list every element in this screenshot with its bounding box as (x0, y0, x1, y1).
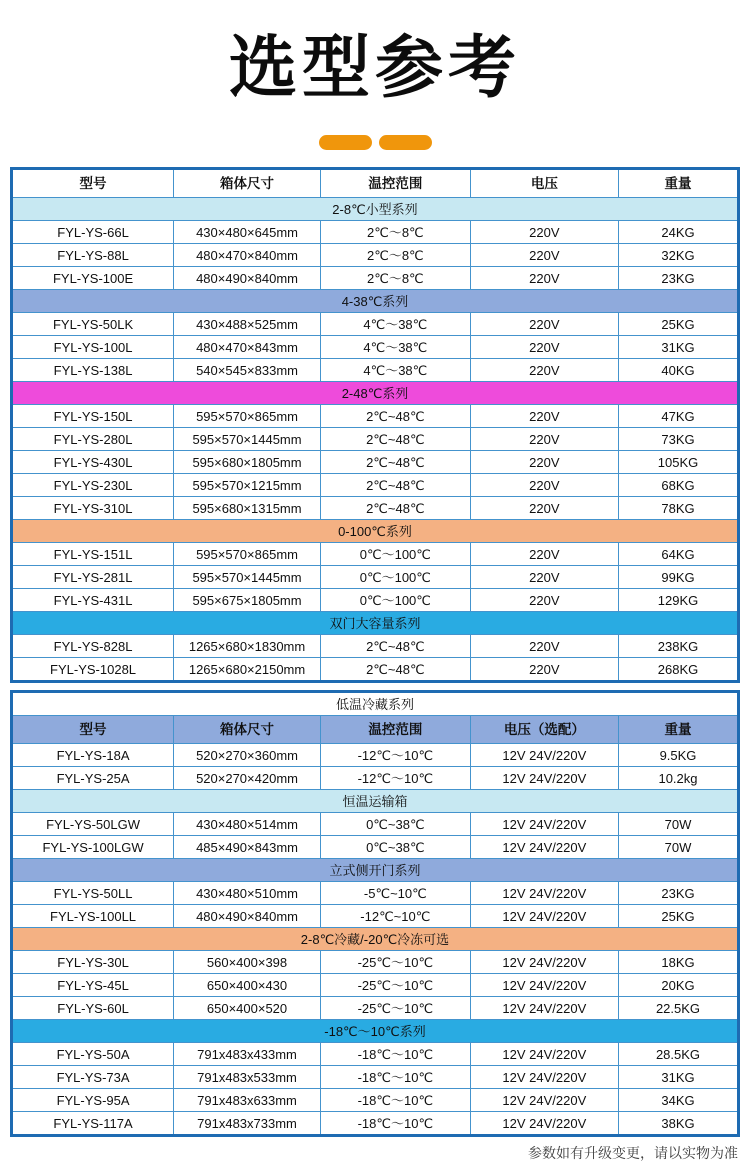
cell: 220V (470, 635, 618, 658)
column-header: 电压（选配） (470, 716, 618, 744)
cell: 12V 24V/220V (470, 974, 618, 997)
table-row (12, 336, 739, 359)
column-header: 型号 (12, 716, 174, 744)
cell: 430×488×525mm (174, 313, 321, 336)
cell: 24KG (619, 221, 739, 244)
cell: -25℃～10℃ (320, 974, 470, 997)
cell: FYL-YS-150L (12, 405, 174, 428)
cell: 268KG (619, 658, 739, 682)
cell: 0℃～100℃ (320, 543, 470, 566)
cell: 22.5KG (619, 997, 739, 1020)
cell: 12V 24V/220V (470, 951, 618, 974)
cell: 220V (470, 359, 618, 382)
cell: FYL-YS-50LGW (12, 813, 174, 836)
cell: 4℃～38℃ (320, 359, 470, 382)
cell: 540×545×833mm (174, 359, 321, 382)
cell: 12V 24V/220V (470, 1043, 618, 1066)
cell: 791x483x433mm (174, 1043, 321, 1066)
cell: 12V 24V/220V (470, 997, 618, 1020)
table-row (12, 767, 739, 790)
cell: 220V (470, 244, 618, 267)
cell: 12V 24V/220V (470, 767, 618, 790)
cell: 129KG (619, 589, 739, 612)
column-header: 温控范围 (320, 169, 470, 198)
cell: FYL-YS-50LL (12, 882, 174, 905)
cell: 220V (470, 313, 618, 336)
cell: 430×480×645mm (174, 221, 321, 244)
cell: FYL-YS-100LL (12, 905, 174, 928)
cell: 23KG (619, 882, 739, 905)
cell: 47KG (619, 405, 739, 428)
table-row (12, 905, 739, 928)
table-row (12, 405, 739, 428)
section-band: 立式侧开门系列 (12, 859, 739, 882)
cell: 68KG (619, 474, 739, 497)
section-band: 4-38℃系列 (12, 290, 739, 313)
cell: 2℃～8℃ (320, 244, 470, 267)
section-band: 0-100℃系列 (12, 520, 739, 543)
cell: -12℃~10℃ (320, 905, 470, 928)
cell: FYL-YS-431L (12, 589, 174, 612)
cell: 650×400×520 (174, 997, 321, 1020)
table-row (12, 813, 739, 836)
cell: 238KG (619, 635, 739, 658)
cell: -5℃~10℃ (320, 882, 470, 905)
cell: -18℃～10℃ (320, 1066, 470, 1089)
cell: 480×470×843mm (174, 336, 321, 359)
cell: 220V (470, 221, 618, 244)
cell: 25KG (619, 313, 739, 336)
cell: FYL-YS-430L (12, 451, 174, 474)
cell: FYL-YS-1028L (12, 658, 174, 682)
cell: FYL-YS-45L (12, 974, 174, 997)
cell: 28.5KG (619, 1043, 739, 1066)
cell: 220V (470, 428, 618, 451)
table-row (12, 497, 739, 520)
table-row (12, 359, 739, 382)
table-row (12, 882, 739, 905)
column-header: 电压 (470, 169, 618, 198)
section-band: 2-48℃系列 (12, 382, 739, 405)
cell: 560×400×398 (174, 951, 321, 974)
table-row (12, 1043, 739, 1066)
cell: 38KG (619, 1112, 739, 1136)
cell: -12℃～10℃ (320, 744, 470, 767)
cell: FYL-YS-151L (12, 543, 174, 566)
cell: FYL-YS-66L (12, 221, 174, 244)
table-row (12, 1112, 739, 1136)
table-row (12, 428, 739, 451)
cell: -18℃～10℃ (320, 1089, 470, 1112)
cell: FYL-YS-30L (12, 951, 174, 974)
table-row (12, 313, 739, 336)
table-row (12, 635, 739, 658)
cell: 2℃~48℃ (320, 405, 470, 428)
column-header: 温控范围 (320, 716, 470, 744)
cell: 480×490×840mm (174, 905, 321, 928)
table-row (12, 744, 739, 767)
spec-table-main (10, 167, 740, 683)
cell: 520×270×420mm (174, 767, 321, 790)
cell: 10.2kg (619, 767, 739, 790)
table-row (12, 997, 739, 1020)
cell: 4℃～38℃ (320, 313, 470, 336)
table-row (12, 836, 739, 859)
cell: 220V (470, 451, 618, 474)
cell: 480×470×840mm (174, 244, 321, 267)
cell: 40KG (619, 359, 739, 382)
column-header: 箱体尺寸 (174, 169, 321, 198)
cell: 99KG (619, 566, 739, 589)
column-header: 箱体尺寸 (174, 716, 321, 744)
cell: 2℃～8℃ (320, 221, 470, 244)
cell: 12V 24V/220V (470, 1112, 618, 1136)
cell: 0℃～100℃ (320, 589, 470, 612)
cell: -18℃～10℃ (320, 1043, 470, 1066)
cell: 105KG (619, 451, 739, 474)
cell: FYL-YS-88L (12, 244, 174, 267)
cell: 220V (470, 589, 618, 612)
table-row (12, 974, 739, 997)
cell: FYL-YS-117A (12, 1112, 174, 1136)
cell: 791x483x733mm (174, 1112, 321, 1136)
table-row (12, 221, 739, 244)
cell: 220V (470, 543, 618, 566)
table-row (12, 244, 739, 267)
cell: FYL-YS-230L (12, 474, 174, 497)
cell: -18℃～10℃ (320, 1112, 470, 1136)
cell: 220V (470, 658, 618, 682)
title-divider (0, 135, 750, 150)
table-row (12, 566, 739, 589)
column-header: 重量 (619, 716, 739, 744)
cell: 220V (470, 405, 618, 428)
cell: 650×400×430 (174, 974, 321, 997)
page (0, 14, 750, 1161)
cell: 595×570×1445mm (174, 428, 321, 451)
cell: -12℃～10℃ (320, 767, 470, 790)
cell: FYL-YS-73A (12, 1066, 174, 1089)
page-title: 选型参考 (228, 29, 521, 108)
cell: FYL-YS-828L (12, 635, 174, 658)
section-band: 2-8℃冷藏/-20℃冷冻可选 (12, 928, 739, 951)
cell: 64KG (619, 543, 739, 566)
cell: 0℃~38℃ (320, 836, 470, 859)
cell: 1265×680×1830mm (174, 635, 321, 658)
cell: 12V 24V/220V (470, 905, 618, 928)
cell: FYL-YS-50LK (12, 313, 174, 336)
cell: FYL-YS-281L (12, 566, 174, 589)
cell: 31KG (619, 1066, 739, 1089)
cell: 31KG (619, 336, 739, 359)
table-row (12, 589, 739, 612)
column-header: 重量 (619, 169, 739, 198)
cell: 70W (619, 813, 739, 836)
cell: 791x483x633mm (174, 1089, 321, 1112)
cell: 4℃～38℃ (320, 336, 470, 359)
section-band: 2-8℃小型系列 (12, 198, 739, 221)
cell: 73KG (619, 428, 739, 451)
cell: 2℃~48℃ (320, 658, 470, 682)
cell: 520×270×360mm (174, 744, 321, 767)
cell: FYL-YS-100E (12, 267, 174, 290)
table-title: 低温冷藏系列 (12, 692, 739, 716)
cell: 12V 24V/220V (470, 813, 618, 836)
cell: 12V 24V/220V (470, 744, 618, 767)
cell: 18KG (619, 951, 739, 974)
cell: 0℃～100℃ (320, 566, 470, 589)
cell: 0℃~38℃ (320, 813, 470, 836)
cell: 2℃~48℃ (320, 635, 470, 658)
cell: -25℃～10℃ (320, 997, 470, 1020)
cell: 595×675×1805mm (174, 589, 321, 612)
cell: 480×490×840mm (174, 267, 321, 290)
cell: 220V (470, 497, 618, 520)
cell: FYL-YS-95A (12, 1089, 174, 1112)
section-band: 双门大容量系列 (12, 612, 739, 635)
cell: 430×480×510mm (174, 882, 321, 905)
cell: 2℃~48℃ (320, 497, 470, 520)
table-row (12, 474, 739, 497)
cell: FYL-YS-50A (12, 1043, 174, 1066)
spec-table-low-temp (10, 690, 740, 1137)
cell: 2℃~48℃ (320, 474, 470, 497)
cell: 595×570×1215mm (174, 474, 321, 497)
cell: 430×480×514mm (174, 813, 321, 836)
cell: FYL-YS-25A (12, 767, 174, 790)
column-header: 型号 (12, 169, 174, 198)
table-row (12, 1066, 739, 1089)
divider-pill-right (379, 135, 432, 150)
cell: 791x483x533mm (174, 1066, 321, 1089)
cell: 485×490×843mm (174, 836, 321, 859)
cell: 2℃~48℃ (320, 428, 470, 451)
cell: 2℃～8℃ (320, 267, 470, 290)
cell: FYL-YS-60L (12, 997, 174, 1020)
cell: 12V 24V/220V (470, 882, 618, 905)
cell: FYL-YS-138L (12, 359, 174, 382)
table-row (12, 451, 739, 474)
cell: FYL-YS-18A (12, 744, 174, 767)
cell: -25℃～10℃ (320, 951, 470, 974)
cell: FYL-YS-280L (12, 428, 174, 451)
cell: 595×570×865mm (174, 543, 321, 566)
cell: 595×570×1445mm (174, 566, 321, 589)
cell: 23KG (619, 267, 739, 290)
cell: 220V (470, 336, 618, 359)
cell: 12V 24V/220V (470, 1089, 618, 1112)
footer-note: 参数如有升级变更，请以实物为准 (528, 1145, 738, 1161)
cell: 2℃~48℃ (320, 451, 470, 474)
divider-pill-left (319, 135, 372, 150)
section-band: -18℃～10℃系列 (12, 1020, 739, 1043)
table-row (12, 658, 739, 682)
cell: 1265×680×2150mm (174, 658, 321, 682)
cell: 220V (470, 474, 618, 497)
section-band: 恒温运输箱 (12, 790, 739, 813)
cell: FYL-YS-310L (12, 497, 174, 520)
cell: 34KG (619, 1089, 739, 1112)
cell: 70W (619, 836, 739, 859)
cell: 595×680×1315mm (174, 497, 321, 520)
table-row (12, 267, 739, 290)
cell: FYL-YS-100LGW (12, 836, 174, 859)
cell: 12V 24V/220V (470, 1066, 618, 1089)
table-row (12, 951, 739, 974)
cell: 220V (470, 267, 618, 290)
cell: 595×570×865mm (174, 405, 321, 428)
cell: 78KG (619, 497, 739, 520)
cell: 9.5KG (619, 744, 739, 767)
cell: 25KG (619, 905, 739, 928)
cell: 220V (470, 566, 618, 589)
cell: FYL-YS-100L (12, 336, 174, 359)
table-row (12, 1089, 739, 1112)
cell: 12V 24V/220V (470, 836, 618, 859)
cell: 20KG (619, 974, 739, 997)
cell: 32KG (619, 244, 739, 267)
cell: 595×680×1805mm (174, 451, 321, 474)
table-row (12, 543, 739, 566)
